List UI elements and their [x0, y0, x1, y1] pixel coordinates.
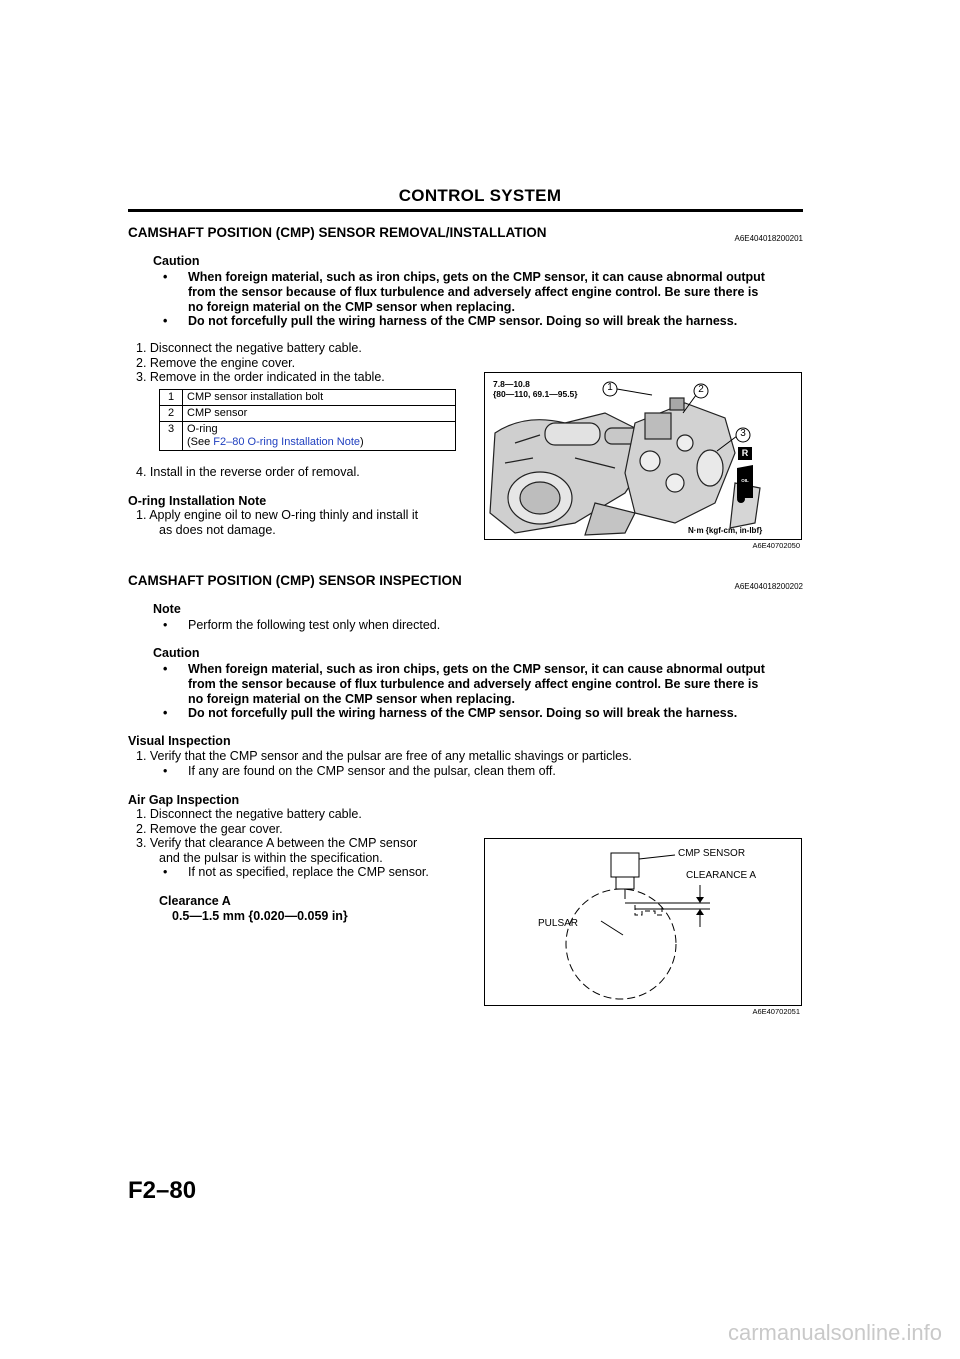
s2-caution-b1-l1: When foreign material, such as iron chips, gets on the CMP sensor, it can cause abnormal output: [188, 662, 765, 676]
figure1-code: A6E40702050: [752, 541, 800, 550]
oring-note-link[interactable]: F2–80 O-ring Installation Note: [213, 436, 361, 448]
clearance-title: Clearance A: [159, 894, 231, 908]
torque-units: N·m {kgf-cm, in-lbf}: [688, 526, 763, 535]
s1-caution-b1-l2: from the sensor because of flux turbulence and adversely affect engine control. Be sure there is: [188, 285, 759, 299]
torque-l1: 7.8—10.8: [493, 379, 530, 389]
label-pulsar: PULSAR: [538, 918, 579, 929]
callout-1: 1: [607, 382, 613, 393]
s2-caution-b2: Do not forcefully pull the wiring harness of the CMP sensor. Doing so will break the harness.: [188, 706, 738, 720]
table-text: CMP sensor: [183, 406, 456, 422]
air-gap-diagram: [485, 839, 801, 1005]
table-cell-oring: [183, 422, 456, 451]
s1-caution-label: Caution: [153, 254, 200, 268]
s2-note-label: Note: [153, 602, 181, 616]
bullet-icon: •: [163, 764, 168, 778]
s2-caution-item-2: [163, 706, 737, 721]
page-header-title: CONTROL SYSTEM: [398, 186, 562, 205]
clearance-value: 0.5—1.5 mm {0.020—0.059 in}: [172, 909, 348, 923]
section2-title: CAMSHAFT POSITION (CMP) SENSOR INSPECTION: [128, 573, 462, 588]
callout-2: 2: [698, 384, 704, 395]
label-clearance-a: CLEARANCE A: [686, 870, 757, 881]
section1-code: A6E404018200201: [734, 234, 803, 243]
s1-step-4: 4. Install in the reverse order of removal.: [136, 465, 360, 479]
bullet-icon: •: [163, 865, 168, 879]
see-prefix: (See: [187, 436, 214, 448]
table-num: 1: [160, 390, 183, 406]
watermark: carmanualsonline.info: [727, 1320, 942, 1345]
bullet-icon: •: [163, 706, 168, 720]
section1-title: CAMSHAFT POSITION (CMP) SENSOR REMOVAL/INSTALLATION: [128, 225, 547, 240]
visual-l1: 1. Verify that the CMP sensor and the pulsar are free of any metallic shavings or particles.: [136, 749, 632, 763]
see-suffix: ): [360, 436, 364, 448]
air-gap-l4: and the pulsar is within the specification.: [159, 851, 383, 865]
s1-caution-b1-l1: When foreign material, such as iron chips, gets on the CMP sensor, it can cause abnormal output: [188, 270, 765, 284]
table-num: 3: [160, 422, 183, 451]
bullet-icon: •: [163, 270, 168, 284]
table-row: [160, 406, 456, 422]
label-cmp-sensor: CMP SENSOR: [678, 848, 746, 859]
bullet-icon: •: [163, 662, 168, 676]
oring-note-l2: as does not damage.: [159, 523, 276, 537]
s2-caution-b1-l2: from the sensor because of flux turbulence and adversely affect engine control. Be sure there is: [188, 677, 759, 691]
s1-caution-item: [163, 270, 765, 315]
page-number: F2–80: [128, 1177, 197, 1204]
s1-caution-item-2: [163, 314, 737, 329]
badge-r: R: [741, 448, 749, 458]
table-row: [160, 422, 456, 451]
oring-note-l1: 1. Apply engine oil to new O-ring thinly and install it: [136, 508, 419, 522]
air-gap-l1: 1. Disconnect the negative battery cable.: [136, 807, 362, 821]
s1-step-1: 1. Disconnect the negative battery cable.: [136, 341, 362, 355]
air-gap-item: [163, 865, 429, 880]
oil-can-label: OIL: [741, 478, 749, 483]
section2-code: A6E404018200202: [734, 582, 803, 591]
bullet-icon: •: [163, 618, 168, 632]
callout-3: 3: [740, 428, 746, 439]
air-gap-b1: If not as specified, replace the CMP sensor.: [188, 865, 429, 879]
air-gap-l2: 2. Remove the gear cover.: [136, 822, 283, 836]
bullet-icon: •: [163, 314, 168, 328]
s2-caution-item: [163, 662, 765, 707]
s1-step-3: 3. Remove in the order indicated in the table.: [136, 370, 385, 384]
visual-item: [163, 764, 556, 779]
air-gap-l3: 3. Verify that clearance A between the CMP sensor: [136, 836, 418, 850]
s2-caution-b1-l3: no foreign material on the CMP sensor when replacing.: [188, 692, 515, 706]
figure-air-gap: [484, 838, 802, 1006]
s1-step-2: 2. Remove the engine cover.: [136, 356, 296, 370]
table-num: 2: [160, 406, 183, 422]
oring-note-title: O-ring Installation Note: [128, 494, 267, 508]
torque-l2: {80—110, 69.1—95.5}: [493, 389, 578, 399]
table-row: [160, 390, 456, 406]
air-gap-title: Air Gap Inspection: [128, 793, 240, 807]
s1-caution-b1-l3: no foreign material on the CMP sensor when replacing.: [188, 300, 515, 314]
s2-note-b1: Perform the following test only when directed.: [188, 618, 441, 632]
clearance-arrow-icons: [696, 897, 704, 915]
torque-spec: [493, 379, 578, 399]
s2-caution-label: Caution: [153, 646, 200, 660]
s2-note-item: [163, 618, 440, 633]
parts-table: [159, 389, 456, 451]
s1-caution-b2: Do not forcefully pull the wiring harness of the CMP sensor. Doing so will break the harness.: [188, 314, 738, 328]
visual-inspection-title: Visual Inspection: [128, 734, 231, 748]
table-text: CMP sensor installation bolt: [183, 390, 456, 406]
visual-b1: If any are found on the CMP sensor and the pulsar, clean them off.: [188, 764, 556, 778]
figure2-code: A6E40702051: [752, 1007, 800, 1016]
table-see: [187, 436, 451, 449]
header-rule: [128, 209, 803, 212]
table-text: O-ring: [187, 423, 218, 435]
figure-engine-cmp: [484, 372, 802, 540]
